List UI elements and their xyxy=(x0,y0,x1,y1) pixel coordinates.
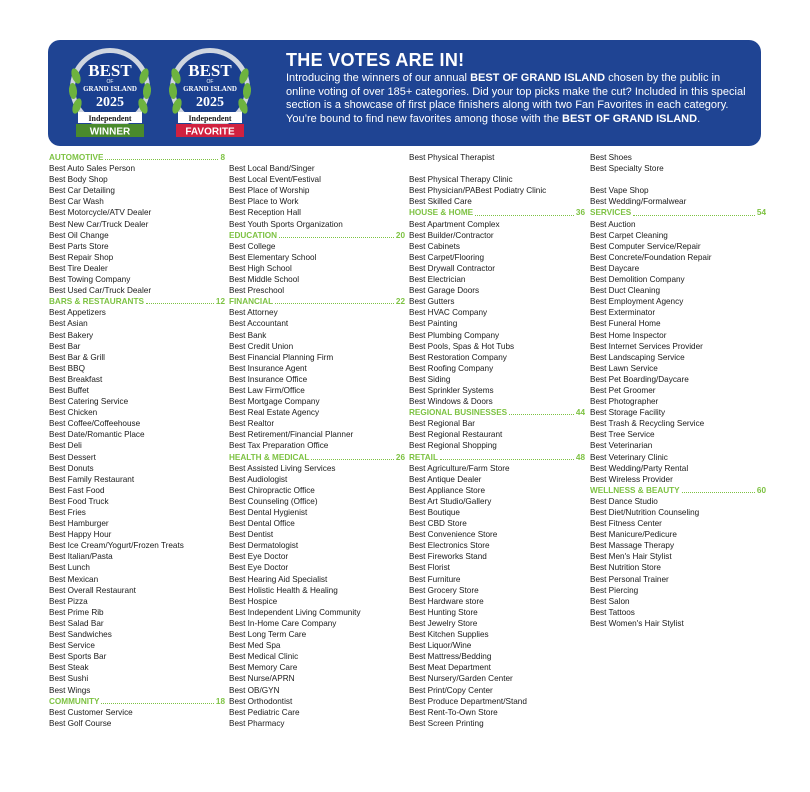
favorite-badge-icon xyxy=(164,46,256,140)
list-item: Best Mexican xyxy=(49,574,99,584)
list-item: Best Furniture xyxy=(409,574,461,584)
list-item: Best Preschool xyxy=(229,286,285,296)
list-item: Best Exterminator xyxy=(590,308,656,318)
list-item: Best Sandwiches xyxy=(49,630,112,640)
list-item: Best Steak xyxy=(49,663,89,673)
category-page: 48 xyxy=(575,452,585,462)
category-name: SERVICES xyxy=(590,208,632,218)
category-page: 36 xyxy=(575,208,585,218)
list-item: Best Mortgage Company xyxy=(229,397,320,407)
list-item: Best Storage Facility xyxy=(590,408,666,418)
category-name: BARS & RESTAURANTS xyxy=(49,297,144,307)
category-heading xyxy=(409,452,585,463)
list-item: Best Independent Living Community xyxy=(229,607,361,617)
list-item: Best Date/Romantic Place xyxy=(49,430,145,440)
list-item: Best Golf Course xyxy=(49,718,112,728)
list-item: Best Family Restaurant xyxy=(49,474,135,484)
badge-of: OF xyxy=(206,79,214,85)
list-item: Best Elementary School xyxy=(229,252,317,262)
category-page: 26 xyxy=(395,452,405,462)
category-name: COMMUNITY xyxy=(49,696,100,706)
badge-ribbon: WINNER xyxy=(89,126,131,138)
category-name: HOUSE & HOME xyxy=(409,208,474,218)
list-item: Best Daycare xyxy=(590,263,640,273)
badge-of: OF xyxy=(106,79,114,85)
list-item: Best Counseling (Office) xyxy=(229,496,318,506)
list-item: Best Car Detailing xyxy=(49,186,115,196)
list-item: Best Garage Doors xyxy=(409,286,480,296)
badge-best: BEST xyxy=(188,61,232,80)
list-item: Best Asian xyxy=(49,319,88,329)
list-item: Best Hearing Aid Specialist xyxy=(229,574,328,584)
list-item: Best Dentist xyxy=(229,530,274,540)
category-page: 54 xyxy=(756,208,766,218)
category-heading xyxy=(590,207,766,218)
category-heading xyxy=(409,207,585,218)
list-item: Best Bakery xyxy=(49,330,94,340)
list-item: Best Agriculture/Farm Store xyxy=(409,463,510,473)
list-item: Best Wedding/Formalwear xyxy=(590,197,687,207)
list-item: Best Diet/Nutrition Counseling xyxy=(590,508,700,517)
list-item: Best Place of Worship xyxy=(229,186,310,196)
category-heading xyxy=(229,230,405,241)
list-item: Best Grocery Store xyxy=(409,585,479,595)
list-item: Best Credit Union xyxy=(229,341,294,351)
list-item: Best Auto Sales Person xyxy=(49,164,136,174)
list-item: Best Memory Care xyxy=(229,663,298,673)
list-item: Best Plumbing Company xyxy=(409,330,500,340)
list-item: Best Customer Service xyxy=(49,707,133,717)
spacer xyxy=(409,163,585,174)
list-item: Best Boutique xyxy=(409,508,460,517)
list-item: Best Used Car/Truck Dealer xyxy=(49,286,152,296)
list-item: Best Roofing Company xyxy=(409,363,494,373)
list-item: Best Happy Hour xyxy=(49,530,112,540)
category-page: 44 xyxy=(575,408,585,418)
list-item: Best Apartment Complex xyxy=(409,219,500,229)
list-item: Best Donuts xyxy=(49,463,94,473)
category-heading xyxy=(49,152,225,163)
category-heading xyxy=(49,296,225,307)
list-item: Best Kitchen Supplies xyxy=(409,630,489,640)
list-item: Best Overall Restaurant xyxy=(49,585,136,595)
list-item: Best Sports Bar xyxy=(49,652,107,662)
winner-badge-icon xyxy=(64,46,156,140)
list-item: Best Physical Therapist xyxy=(409,153,495,162)
list-item: Best Financial Planning Firm xyxy=(229,352,334,362)
list-item: Best Middle School xyxy=(229,275,300,285)
list-item: Best Italian/Pasta xyxy=(49,552,113,562)
list-item: Best College xyxy=(229,241,276,251)
list-item: Best Lawn Service xyxy=(590,363,658,373)
list-item: Best Holistic Health & Healing xyxy=(229,585,338,595)
category-page: 22 xyxy=(395,297,405,307)
dot-leader xyxy=(475,215,574,216)
column-3 xyxy=(409,152,585,729)
list-item: Best Body Shop xyxy=(49,175,108,185)
list-item: Best Parts Store xyxy=(49,241,109,251)
list-item: Best Antique Dealer xyxy=(409,474,482,484)
list-item: Best Regional Shopping xyxy=(409,441,497,451)
category-name: FINANCIAL xyxy=(229,297,274,307)
list-item: Best Local Event/Festival xyxy=(229,175,321,185)
list-item: Best Audiologist xyxy=(229,474,288,484)
column-2 xyxy=(229,152,405,729)
list-item: Best Florist xyxy=(409,563,450,573)
list-item: Best Fireworks Stand xyxy=(409,552,487,562)
list-item: Best Veterinary Clinic xyxy=(590,452,668,462)
list-item: Best Restoration Company xyxy=(409,352,507,362)
list-item: Best Insurance Office xyxy=(229,374,308,384)
list-item: Best Gutters xyxy=(409,297,455,307)
list-item: Best Eye Doctor xyxy=(229,552,289,562)
list-item: Best Local Band/Singer xyxy=(229,164,315,174)
list-item: Best Photographer xyxy=(590,397,659,407)
list-item: Best Hunting Store xyxy=(409,607,478,617)
list-item: Best Veterinarian xyxy=(590,441,653,451)
list-item: Best Tire Dealer xyxy=(49,263,108,273)
list-item: Best Dessert xyxy=(49,452,96,462)
category-name: WELLNESS & BEAUTY xyxy=(590,485,680,495)
list-item: Best Jewelry Store xyxy=(409,618,478,628)
list-item: Best Bar & Grill xyxy=(49,352,105,362)
list-item: Best High School xyxy=(229,263,292,273)
badge-paper: Independent xyxy=(88,114,132,123)
dot-leader xyxy=(279,237,394,238)
list-item: Best Physician/PABest Podiatry Clinic xyxy=(409,186,547,196)
list-item: Best Screen Printing xyxy=(409,718,484,728)
list-item: Best Eye Doctor xyxy=(229,563,289,573)
list-item: Best CBD Store xyxy=(409,519,467,529)
list-item: Best Food Truck xyxy=(49,496,109,506)
list-item: Best Internet Services Provider xyxy=(590,341,703,351)
column-1 xyxy=(49,152,225,729)
list-item: Best Cabinets xyxy=(409,241,460,251)
list-item: Best Tattoos xyxy=(590,607,635,617)
dot-leader xyxy=(105,159,218,160)
list-item: Best Vape Shop xyxy=(590,186,649,196)
list-item: Best Physical Therapy Clinic xyxy=(409,175,513,185)
list-item: Best Pharmacy xyxy=(229,718,285,728)
category-heading xyxy=(49,696,225,707)
list-item: Best Orthodontist xyxy=(229,696,293,706)
category-heading xyxy=(409,407,585,418)
list-item: Best Chiropractic Office xyxy=(229,485,315,495)
list-item: Best Nurse/APRN xyxy=(229,674,295,684)
list-item: Best Salon xyxy=(590,596,630,606)
list-item: Best Print/Copy Center xyxy=(409,685,493,695)
list-item: Best Trash & Recycling Service xyxy=(590,419,705,429)
list-item: Best Breakfast xyxy=(49,374,103,384)
category-page: 12 xyxy=(215,297,225,307)
list-item: Best Retirement/Financial Planner xyxy=(229,430,354,440)
list-item: Best Dental Hygienist xyxy=(229,508,308,517)
list-item: Best Convenience Store xyxy=(409,530,498,540)
list-item: Best Carpet Cleaning xyxy=(590,230,668,240)
list-item: Best Demolition Company xyxy=(590,275,685,285)
category-name: REGIONAL BUSINESSES xyxy=(409,408,508,418)
list-item: Best Repair Shop xyxy=(49,252,114,262)
category-page: 8 xyxy=(220,153,225,162)
category-name: HEALTH & MEDICAL xyxy=(229,452,310,462)
list-item: Best Pet Groomer xyxy=(590,385,656,395)
list-item: Best Tax Preparation Office xyxy=(229,441,329,451)
list-item: Best Fries xyxy=(49,508,86,517)
list-item: Best Ice Cream/Yogurt/Frozen Treats xyxy=(49,541,184,551)
list-item: Best Wedding/Party Rental xyxy=(590,463,689,473)
list-item: Best Accountant xyxy=(229,319,289,329)
category-heading xyxy=(229,296,405,307)
list-item: Best Wings xyxy=(49,685,91,695)
list-item: Best Reception Hall xyxy=(229,208,301,218)
list-item: Best Landscaping Service xyxy=(590,352,685,362)
list-item: Best Deli xyxy=(49,441,82,451)
badge-paper: Independent xyxy=(188,114,232,123)
list-item: Best Car Wash xyxy=(49,197,104,207)
list-item: Best Salad Bar xyxy=(49,618,104,628)
list-item: Best Oil Change xyxy=(49,230,109,240)
list-item: Best Siding xyxy=(409,374,451,384)
list-item: Best Service xyxy=(49,641,95,651)
list-item: Best Lunch xyxy=(49,563,90,573)
list-item: Best Hamburger xyxy=(49,519,109,529)
category-page: 18 xyxy=(215,696,225,706)
list-item: Best Pet Boarding/Daycare xyxy=(590,374,689,384)
list-item: Best Appliance Store xyxy=(409,485,486,495)
badge-year: 2025 xyxy=(96,95,124,110)
list-item: Best Catering Service xyxy=(49,397,129,407)
list-item: Best Assisted Living Services xyxy=(229,463,336,473)
dot-leader xyxy=(633,215,755,216)
spacer xyxy=(229,152,405,163)
list-item: Best Towing Company xyxy=(49,275,131,285)
list-item: Best Pediatric Care xyxy=(229,707,300,717)
list-item: Best Appetizers xyxy=(49,308,106,318)
list-item: Best Attorney xyxy=(229,308,278,318)
category-heading xyxy=(229,452,405,463)
list-item: Best New Car/Truck Dealer xyxy=(49,219,149,229)
list-item: Best Piercing xyxy=(590,585,639,595)
list-item: Best Tree Service xyxy=(590,430,655,440)
list-item: Best Dental Office xyxy=(229,519,295,529)
list-item: Best Insurance Agent xyxy=(229,363,307,373)
list-item: Best Regional Bar xyxy=(409,419,475,429)
badge-year: 2025 xyxy=(196,95,224,110)
list-item: Best Skilled Care xyxy=(409,197,472,207)
category-name: EDUCATION xyxy=(229,230,278,240)
dot-leader xyxy=(146,303,214,304)
list-item: Best HVAC Company xyxy=(409,308,488,318)
list-item: Best Sushi xyxy=(49,674,89,684)
list-item: Best Massage Therapy xyxy=(590,541,675,551)
category-page: 20 xyxy=(395,230,405,240)
category-page: 60 xyxy=(756,485,766,495)
list-item: Best Medical Clinic xyxy=(229,652,299,662)
list-item: Best Liquor/Wine xyxy=(409,641,472,651)
list-item: Best Place to Work xyxy=(229,197,299,207)
list-item: Best Realtor xyxy=(229,419,275,429)
list-item: Best Men's Hair Stylist xyxy=(590,552,672,562)
list-item: Best Sprinkler Systems xyxy=(409,385,494,395)
list-item: Best Pools, Spas & Hot Tubs xyxy=(409,341,515,351)
list-item: Best Produce Department/Stand xyxy=(409,696,527,706)
list-item: Best Youth Sports Organization xyxy=(229,219,343,229)
list-item: Best Rent-To-Own Store xyxy=(409,707,498,717)
list-item: Best Nursery/Garden Center xyxy=(409,674,513,684)
list-item: Best Duct Cleaning xyxy=(590,286,661,296)
list-item: Best Buffet xyxy=(49,385,89,395)
list-item: Best Electrician xyxy=(409,275,466,285)
list-item: Best Pizza xyxy=(49,596,88,606)
list-item: Best Nutrition Store xyxy=(590,563,661,573)
list-item: Best Auction xyxy=(590,219,636,229)
list-item: Best Specialty Store xyxy=(590,164,664,174)
list-item: Best Real Estate Agency xyxy=(229,408,320,418)
list-item: Best Long Term Care xyxy=(229,630,307,640)
list-item: Best Computer Service/Repair xyxy=(590,241,701,251)
list-item: Best Mattress/Bedding xyxy=(409,652,492,662)
category-heading xyxy=(590,485,766,496)
list-item: Best Personal Trainer xyxy=(590,574,669,584)
list-item: Best Bank xyxy=(229,330,267,340)
list-item: Best BBQ xyxy=(49,363,85,373)
list-item: Best Wireless Provider xyxy=(590,474,673,484)
badge-place: GRAND ISLAND xyxy=(83,85,137,93)
list-item: Best Home Inspector xyxy=(590,330,667,340)
header-banner xyxy=(48,40,761,146)
category-columns xyxy=(49,152,769,752)
list-item: Best Med Spa xyxy=(229,641,281,651)
list-item: Best Drywall Contractor xyxy=(409,263,495,273)
list-item: Best Windows & Doors xyxy=(409,397,493,407)
badge-best: BEST xyxy=(88,61,132,80)
list-item: Best Electronics Store xyxy=(409,541,490,551)
list-item: Best Coffee/Coffeehouse xyxy=(49,419,141,429)
dot-leader xyxy=(311,459,394,460)
dot-leader xyxy=(440,459,574,460)
page-title: THE VOTES ARE IN! xyxy=(286,50,465,70)
list-item: Best Chicken xyxy=(49,408,98,418)
list-item: Best Manicure/Pedicure xyxy=(590,530,677,540)
badge-ribbon: FAVORITE xyxy=(185,126,235,138)
list-item: Best Shoes xyxy=(590,153,632,162)
dot-leader xyxy=(682,492,755,493)
list-item: Best Prime Rib xyxy=(49,607,104,617)
column-4 xyxy=(590,152,766,629)
list-item: Best In-Home Care Company xyxy=(229,618,337,628)
list-item: Best Hospice xyxy=(229,596,278,606)
list-item: Best Dance Studio xyxy=(590,496,658,506)
list-item: Best Law Firm/Office xyxy=(229,385,305,395)
dot-leader xyxy=(275,303,394,304)
list-item: Best Art Studio/Gallery xyxy=(409,496,492,506)
list-item: Best Dermatologist xyxy=(229,541,299,551)
list-item: Best Painting xyxy=(409,319,458,329)
dot-leader xyxy=(509,414,574,415)
list-item: Best Regional Restaurant xyxy=(409,430,503,440)
list-item: Best Meat Department xyxy=(409,663,491,673)
list-item: Best Fast Food xyxy=(49,485,105,495)
list-item: Best Motorcycle/ATV Dealer xyxy=(49,208,152,218)
list-item: Best Hardware store xyxy=(409,596,484,606)
spacer xyxy=(590,174,766,185)
badge-place: GRAND ISLAND xyxy=(183,85,237,93)
intro-text: Introducing the winners of our annual BEST OF GRAND ISLAND chosen by the public in online voting of over 185+ categories. Did your top picks make the cut? Included in this special section is a showcase of first place finishers along with two Fan Favorites in each category. You’re bound to find new favorites among those with the BEST OF GRAND ISLAND. xyxy=(286,72,746,125)
list-item: Best Concrete/Foundation Repair xyxy=(590,252,712,262)
list-item: Best Bar xyxy=(49,341,81,351)
list-item: Best Builder/Contractor xyxy=(409,230,494,240)
list-item: Best Women's Hair Stylist xyxy=(590,618,684,628)
list-item: Best Employment Agency xyxy=(590,297,684,307)
dot-leader xyxy=(101,703,213,704)
category-name: AUTOMOTIVE xyxy=(49,153,104,162)
list-item: Best OB/GYN xyxy=(229,685,280,695)
list-item: Best Funeral Home xyxy=(590,319,661,329)
category-name: RETAIL xyxy=(409,452,438,462)
list-item: Best Carpet/Flooring xyxy=(409,252,485,262)
list-item: Best Fitness Center xyxy=(590,519,662,529)
